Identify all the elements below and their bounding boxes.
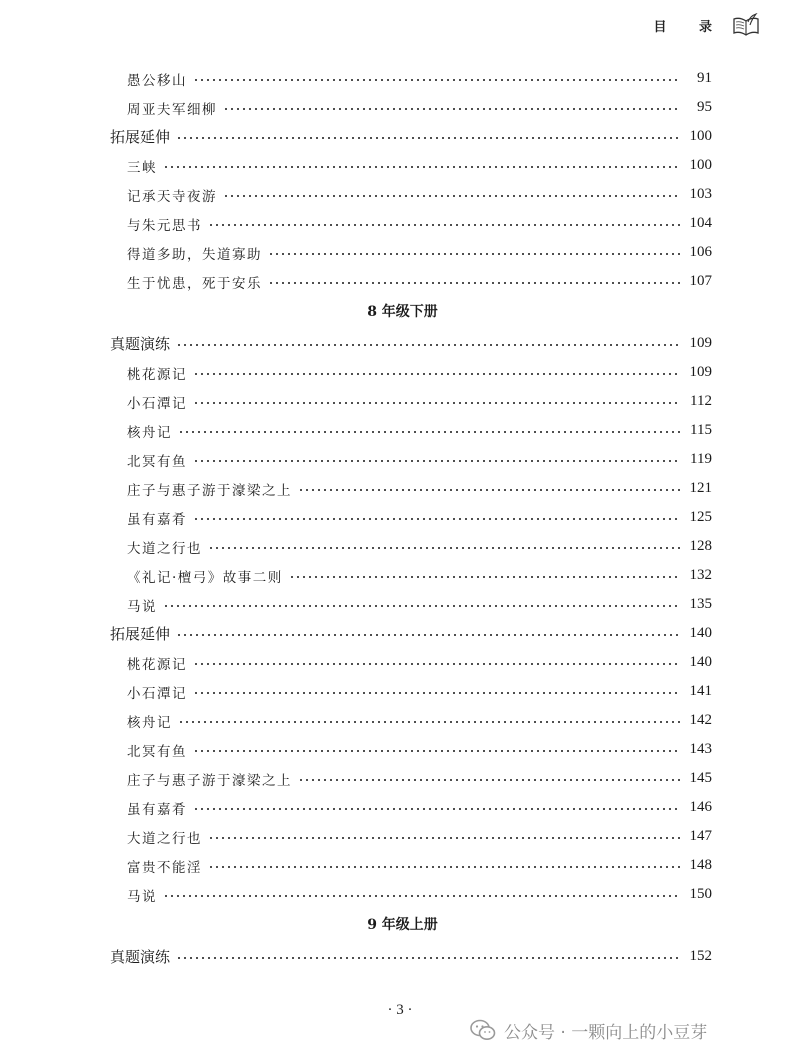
toc-entry[interactable]: [127, 93, 712, 122]
toc-entry[interactable]: [127, 64, 712, 93]
dot-leader: [193, 454, 680, 468]
toc-entry[interactable]: [127, 209, 712, 238]
toc-entry[interactable]: [127, 445, 712, 474]
dot-leader: [193, 657, 680, 671]
toc-entry-page: 141: [689, 683, 712, 699]
toc-entry-page: 128: [689, 538, 712, 554]
grade-heading: [0, 296, 801, 329]
toc-entry-page: 125: [689, 509, 712, 525]
dot-leader: [208, 860, 680, 874]
toc-entry-page: 148: [689, 857, 712, 873]
toc-entry[interactable]: [127, 267, 712, 296]
dot-leader: [268, 276, 680, 290]
toc-entry[interactable]: [127, 561, 712, 590]
toc-entry-title: 三峡: [127, 159, 157, 176]
dot-leader: [193, 73, 680, 87]
toc-entry[interactable]: [127, 706, 712, 735]
dot-leader: [193, 512, 680, 526]
toc-entry-title: 大道之行也: [127, 540, 202, 557]
toc-entry-page: 100: [689, 128, 712, 144]
toc-entry-page: 119: [690, 451, 712, 467]
grade-heading-label: 9 年级上册: [367, 917, 438, 933]
toc-entry-title: 北冥有鱼: [127, 453, 187, 470]
toc-entry-title: 富贵不能淫: [127, 859, 202, 876]
toc-entry-title: 小石潭记: [127, 395, 187, 412]
toc-entry-title: 与朱元思书: [127, 217, 202, 234]
dot-leader: [289, 570, 680, 584]
dot-leader: [176, 628, 680, 642]
dot-leader: [223, 102, 680, 116]
toc-entry-page: 109: [689, 364, 712, 380]
table-of-contents: [0, 64, 801, 971]
dot-leader: [208, 541, 680, 555]
toc-entry-page: 145: [689, 770, 712, 786]
page-header: [650, 10, 760, 40]
dot-leader: [298, 483, 680, 497]
toc-entry-title: 得道多助，失道寡助: [127, 246, 262, 263]
dot-leader: [163, 160, 680, 174]
toc-entry[interactable]: [127, 677, 712, 706]
dot-leader: [193, 802, 680, 816]
toc-entry-title: 虽有嘉肴: [127, 801, 187, 818]
toc-entry-title: 拓展延伸: [110, 128, 171, 146]
watermark-text: 公众号 · 一颗向上的小豆芽: [504, 1022, 708, 1043]
toc-entry[interactable]: [127, 238, 712, 267]
toc-entry-page: 147: [689, 828, 712, 844]
dot-leader: [163, 599, 680, 613]
toc-entry-page: 140: [689, 625, 712, 641]
toc-entry-page: 106: [689, 244, 712, 260]
dot-leader: [193, 396, 680, 410]
dot-leader: [193, 367, 680, 381]
dot-leader: [176, 338, 680, 352]
dot-leader: [193, 686, 680, 700]
toc-entry-page: 107: [689, 273, 712, 289]
toc-entry-page: 115: [690, 422, 712, 438]
toc-section-entry[interactable]: [110, 329, 712, 358]
toc-entry-page: 152: [689, 948, 712, 964]
toc-entry[interactable]: [127, 793, 712, 822]
dot-leader: [193, 744, 680, 758]
toc-entry[interactable]: [127, 358, 712, 387]
dot-leader: [163, 889, 680, 903]
toc-entry[interactable]: [127, 590, 712, 619]
toc-entry-title: 周亚夫军细柳: [127, 101, 217, 118]
watermark: [470, 1016, 707, 1044]
toc-entry[interactable]: [127, 180, 712, 209]
toc-entry[interactable]: [127, 880, 712, 909]
toc-entry-page: 143: [689, 741, 712, 757]
toc-entry-title: 《礼记·檀弓》故事二则: [127, 569, 283, 586]
toc-entry-page: 112: [690, 393, 712, 409]
wechat-icon: [470, 1019, 496, 1041]
toc-entry-page: 91: [697, 70, 712, 86]
toc-entry[interactable]: [127, 503, 712, 532]
toc-entry-title: 虽有嘉肴: [127, 511, 187, 528]
toc-entry-title: 小石潭记: [127, 685, 187, 702]
dot-leader: [208, 831, 680, 845]
toc-entry[interactable]: [127, 648, 712, 677]
toc-entry[interactable]: [127, 851, 712, 880]
toc-entry-title: 马说: [127, 888, 157, 905]
toc-entry-page: 104: [689, 215, 712, 231]
toc-entry-page: 132: [689, 567, 712, 583]
toc-entry-title: 拓展延伸: [110, 625, 171, 643]
toc-entry-page: 109: [689, 335, 712, 351]
toc-entry-page: 146: [689, 799, 712, 815]
toc-entry[interactable]: [127, 822, 712, 851]
dot-leader: [223, 189, 680, 203]
toc-entry-title: 北冥有鱼: [127, 743, 187, 760]
toc-entry-title: 记承天寺夜游: [127, 188, 217, 205]
toc-entry-title: 桃花源记: [127, 366, 187, 383]
toc-section-entry[interactable]: [110, 122, 712, 151]
toc-entry-page: 142: [689, 712, 712, 728]
dot-leader: [208, 218, 680, 232]
toc-entry-title: 核舟记: [127, 424, 172, 441]
header-title: 目 录: [653, 19, 726, 35]
toc-entry-title: 桃花源记: [127, 656, 187, 673]
toc-entry[interactable]: [127, 416, 712, 445]
toc-entry-title: 大道之行也: [127, 830, 202, 847]
dot-leader: [178, 715, 680, 729]
toc-entry-title: 马说: [127, 598, 157, 615]
page-number: · 3 ·: [387, 1002, 413, 1018]
dot-leader: [178, 425, 680, 439]
toc-entry-page: 135: [689, 596, 712, 612]
toc-entry[interactable]: [127, 735, 712, 764]
toc-entry-page: 140: [689, 654, 712, 670]
toc-entry[interactable]: [127, 387, 712, 416]
dot-leader: [298, 773, 680, 787]
toc-entry-title: 真题演练: [110, 335, 171, 353]
grade-heading-label: 8 年级下册: [367, 304, 438, 320]
toc-section-entry[interactable]: [110, 942, 712, 971]
toc-entry-page: 95: [697, 99, 712, 115]
toc-entry-page: 103: [689, 186, 712, 202]
toc-entry-page: 121: [689, 480, 712, 496]
toc-entry-title: 生于忧患，死于安乐: [127, 275, 262, 292]
toc-entry-page: 100: [689, 157, 712, 173]
toc-entry-title: 庄子与惠子游于濠梁之上: [127, 482, 292, 499]
open-book-icon: [732, 13, 760, 37]
grade-heading: [0, 909, 801, 942]
dot-leader: [176, 131, 680, 145]
toc-entry-title: 核舟记: [127, 714, 172, 731]
toc-entry-page: 150: [689, 886, 712, 902]
toc-section-entry[interactable]: [110, 619, 712, 648]
toc-entry[interactable]: [127, 151, 712, 180]
toc-entry-title: 庄子与惠子游于濠梁之上: [127, 772, 292, 789]
dot-leader: [268, 247, 680, 261]
toc-entry[interactable]: [127, 474, 712, 503]
toc-entry-title: 真题演练: [110, 948, 171, 966]
toc-entry[interactable]: [127, 532, 712, 561]
toc-entry-title: 愚公移山: [127, 72, 187, 89]
dot-leader: [176, 951, 680, 965]
toc-entry[interactable]: [127, 764, 712, 793]
